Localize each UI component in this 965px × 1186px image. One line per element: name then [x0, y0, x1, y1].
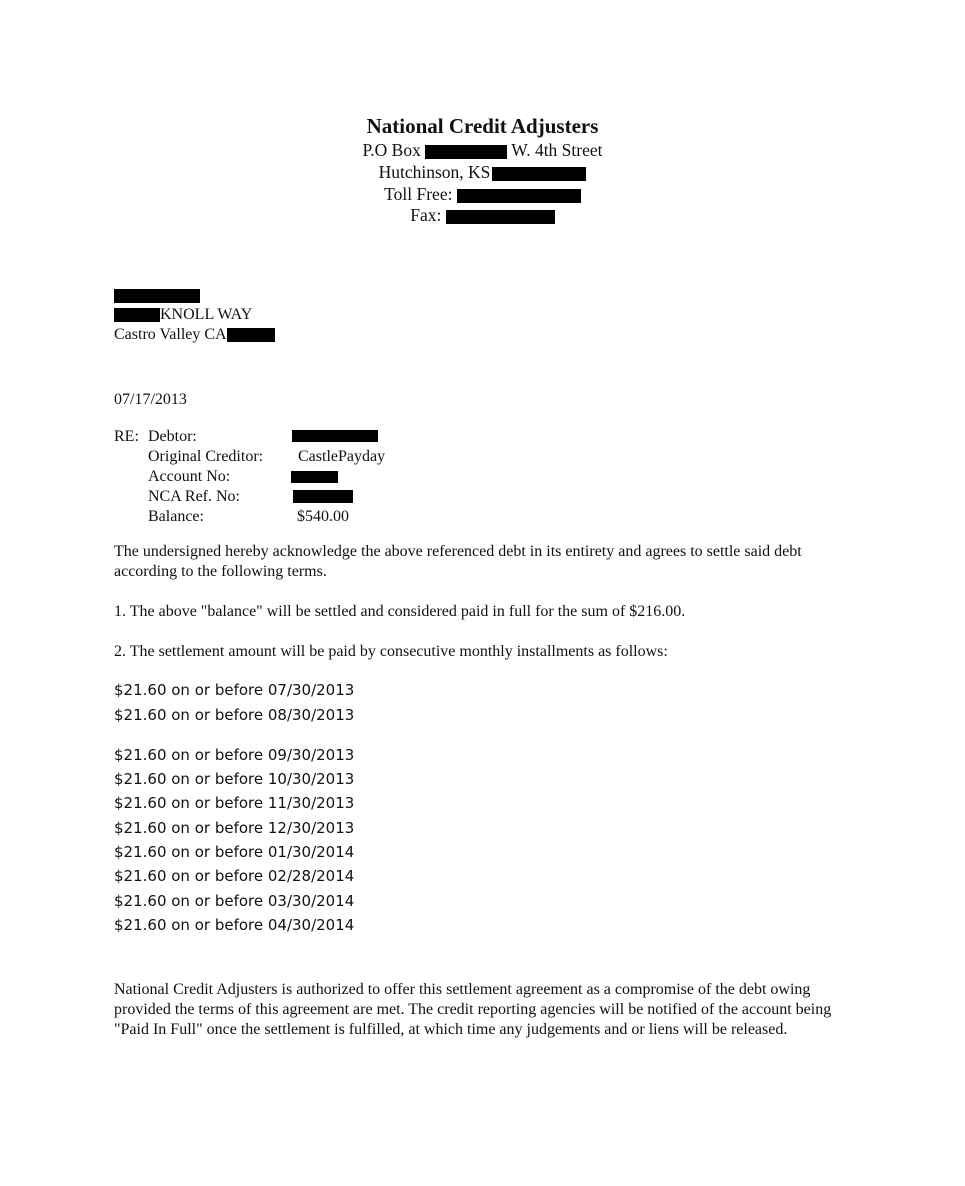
letter-date: 07/17/2013 — [114, 391, 187, 408]
redacted-debtor — [292, 430, 378, 442]
closing-paragraph: National Credit Adjusters is authorized to offer this settlement agreement as a compromise of the debt owing provided the terms of this agreement are met. The credit reporting agencies will be notified of the account being "Paid In Full" once the settlement is fulfilled, at which time any judgements and or liens will be released. — [114, 981, 832, 1038]
nca-ref-label: NCA Ref. No: — [148, 488, 240, 505]
redacted-po-box — [425, 145, 507, 159]
street-text: W. 4th Street — [511, 140, 603, 160]
recipient-street: KNOLL WAY — [160, 306, 253, 323]
po-box-line — [0, 140, 965, 160]
installment-item: $21.60 on or before 11/30/2013 — [114, 794, 355, 812]
recipient-city-line — [114, 325, 275, 345]
original-creditor-label: Original Creditor: — [148, 448, 264, 465]
installment-item: $21.60 on or before 08/30/2013 — [114, 706, 355, 724]
redacted-recipient-zip — [227, 328, 275, 342]
toll-free-line — [0, 184, 965, 204]
redacted-zip — [492, 167, 586, 181]
debtor-label: Debtor: — [148, 428, 197, 445]
city-line — [0, 162, 965, 182]
recipient-city: Castro Valley CA — [114, 326, 227, 343]
fax-line — [0, 205, 965, 225]
redacted-street-number — [114, 308, 160, 322]
city-state-text: Hutchinson, KS — [378, 162, 491, 182]
redacted-toll-free — [457, 189, 581, 203]
balance-label: Balance: — [148, 508, 204, 525]
toll-free-label: Toll Free: — [384, 184, 453, 204]
installment-item: $21.60 on or before 07/30/2013 — [114, 681, 355, 699]
term-1: 1. The above "balance" will be settled and considered paid in full for the sum of $216.00. — [114, 603, 686, 620]
redacted-nca-ref — [293, 490, 353, 503]
installment-item: $21.60 on or before 01/30/2014 — [114, 843, 355, 861]
re-label: RE: — [114, 428, 139, 445]
company-name: National Credit Adjusters — [366, 114, 599, 138]
redacted-recipient-name — [114, 289, 200, 303]
redacted-fax — [446, 210, 555, 224]
fax-label: Fax: — [410, 205, 442, 225]
installment-item: $21.60 on or before 10/30/2013 — [114, 770, 355, 788]
redacted-account-no — [291, 471, 338, 483]
installment-item: $21.60 on or before 03/30/2014 — [114, 892, 355, 910]
recipient-name-line — [114, 286, 200, 306]
recipient-street-line — [114, 305, 252, 325]
po-box-label: P.O Box — [362, 140, 421, 160]
installment-item: $21.60 on or before 09/30/2013 — [114, 746, 355, 764]
term-2: 2. The settlement amount will be paid by consecutive monthly installments as follows: — [114, 643, 668, 660]
installment-item: $21.60 on or before 04/30/2014 — [114, 916, 355, 934]
balance-value: $540.00 — [297, 508, 349, 525]
account-no-label: Account No: — [148, 468, 231, 485]
acknowledgement-paragraph: The undersigned hereby acknowledge the above referenced debt in its entirety and agrees to settle said debt according to the following terms. — [114, 543, 802, 580]
installment-item: $21.60 on or before 02/28/2014 — [114, 867, 355, 885]
original-creditor-value: CastlePayday — [298, 448, 386, 465]
installment-item: $21.60 on or before 12/30/2013 — [114, 819, 355, 837]
